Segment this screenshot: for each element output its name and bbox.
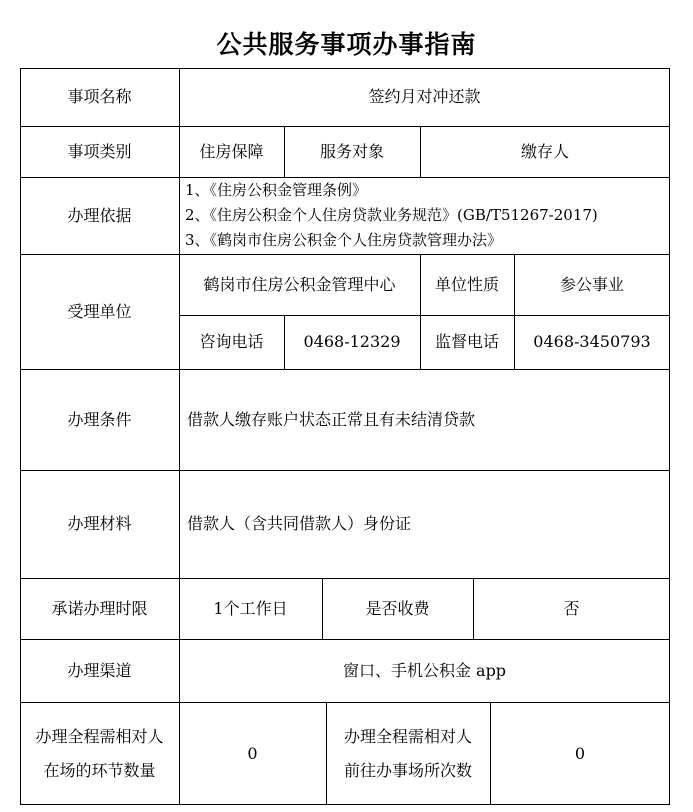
fee-label: 是否收费 <box>365 598 430 618</box>
consult-phone-value: 0468-12329 <box>303 332 401 351</box>
channel-value: 窗口、手机公积金 app <box>342 660 507 680</box>
supervise-phone-label: 监督电话 <box>434 332 499 351</box>
service-target-label: 服务对象 <box>319 141 384 161</box>
accepting-unit-label: 受理单位 <box>67 301 132 321</box>
visits-value: 0 <box>574 743 586 763</box>
presence-steps-label-line: 在场的环节数量 <box>43 760 156 780</box>
visits-label <box>326 702 490 805</box>
item-category-value: 住房保障 <box>199 141 264 161</box>
presence-steps-label <box>20 702 179 805</box>
consult-phone-label: 咨询电话 <box>199 332 264 351</box>
unit-nature-value: 参公事业 <box>559 274 624 294</box>
basis-list <box>179 177 670 254</box>
page-title: 公共服务事项办事指南 <box>216 30 477 59</box>
channel-label: 办理渠道 <box>67 660 132 680</box>
basis-item: 1、《住房公积金管理条例》 <box>185 181 368 199</box>
item-category-label: 事项类别 <box>67 141 132 161</box>
time-limit-label: 承诺办理时限 <box>51 598 148 618</box>
presence-steps-value: 0 <box>247 743 258 763</box>
visits-label-line: 前往办事场所次数 <box>343 760 472 780</box>
materials-label: 办理材料 <box>67 514 132 533</box>
basis-label: 办理依据 <box>67 205 132 225</box>
presence-steps-label-line: 办理全程需相对人 <box>35 726 164 746</box>
conditions-label: 办理条件 <box>67 409 132 429</box>
basis-item: 3、《鹤岗市住房公积金个人住房贷款管理办法》 <box>185 231 503 249</box>
accepting-unit-name: 鹤岗市住房公积金管理中心 <box>203 274 396 294</box>
unit-nature-label: 单位性质 <box>434 274 499 294</box>
materials-value: 借款人（含共同借款人）身份证 <box>187 514 412 533</box>
item-name-label: 事项名称 <box>67 87 132 106</box>
visits-label-line: 办理全程需相对人 <box>343 726 472 746</box>
time-limit-value: 1个工作日 <box>213 598 288 618</box>
service-target-value: 缴存人 <box>520 141 569 161</box>
supervise-phone-value: 0468-3450793 <box>533 332 651 351</box>
basis-item: 2、《住房公积金个人住房贷款业务规范》(GB/T51267-2017) <box>185 206 598 224</box>
item-name-value: 签约月对冲还款 <box>368 87 481 106</box>
fee-value: 否 <box>563 598 580 618</box>
conditions-value: 借款人缴存账户状态正常且有未结清贷款 <box>187 409 476 429</box>
